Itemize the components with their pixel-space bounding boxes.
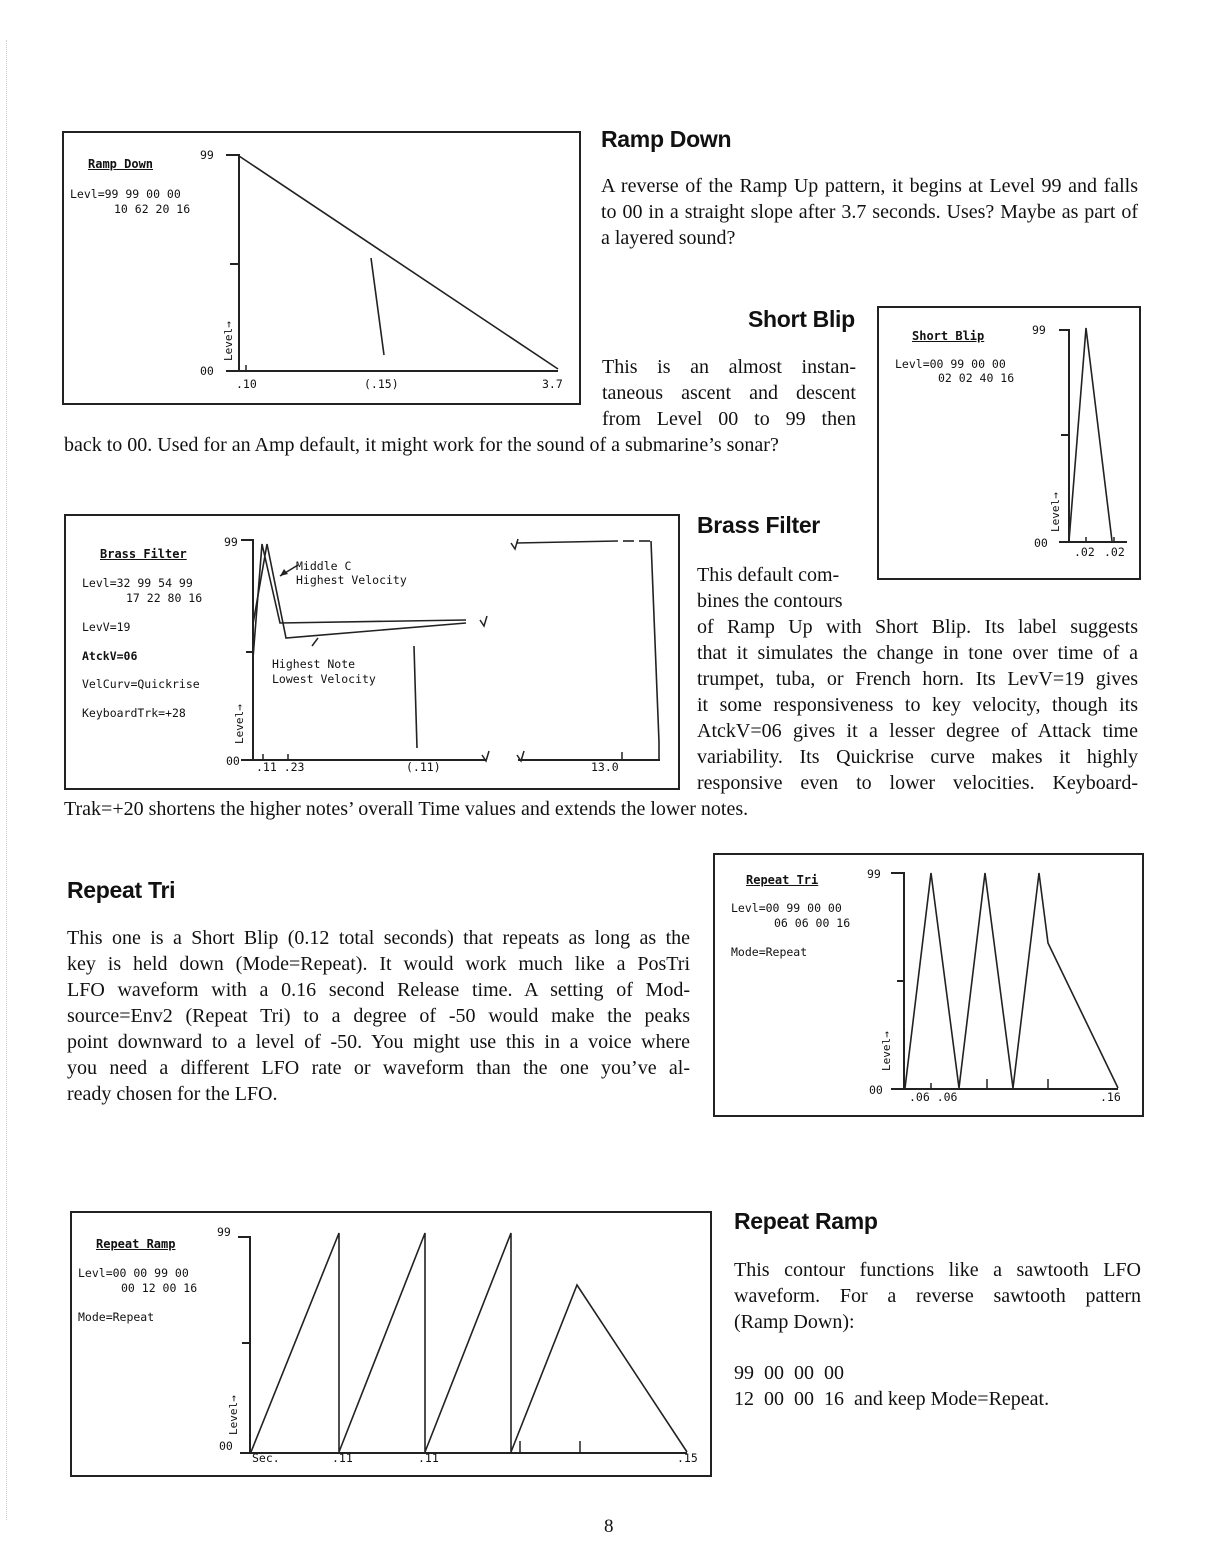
short-blip-figure	[877, 306, 1141, 580]
brass-filter-line-6: it some responsiveness to key velocity, though its	[697, 694, 1138, 716]
figure-title: Short Blip	[912, 329, 985, 343]
repeat-tri-plot	[715, 855, 1142, 1115]
arrow-icon: →	[233, 704, 246, 711]
x-tick-3: 13.0	[591, 760, 619, 774]
mode-line: Mode=Repeat	[78, 1310, 155, 1324]
level-axis-label: Level→	[1049, 492, 1062, 532]
repeat-ramp-values-1: 99 00 00 00	[734, 1362, 844, 1384]
levl-line-1: Levl=32 99 54 99	[82, 576, 193, 590]
mode-line: Mode=Repeat	[731, 945, 808, 959]
repeat-ramp-figure	[70, 1211, 712, 1477]
x-tick-3: 3.7	[542, 377, 563, 391]
repeat-ramp-values-2: 12 00 00 16 and keep Mode=Repeat.	[734, 1388, 1050, 1410]
repeat-tri-line-6: you need a different LFO rate or waveform than the one you’ve al-	[67, 1057, 690, 1079]
ramp-down-heading: Ramp Down	[601, 126, 732, 152]
x-tick-2: (.11)	[406, 760, 441, 774]
x-tick-4: .15	[677, 1451, 698, 1465]
repeat-ramp-heading: Repeat Ramp	[734, 1208, 878, 1234]
annotation-highest-velocity: Highest Velocity	[296, 573, 407, 587]
ramp-down-plot	[64, 133, 579, 403]
velcurv-line: VelCurv=Quickrise	[82, 677, 200, 691]
y-top-label: 99	[224, 535, 238, 549]
level-axis-label: Level→	[880, 1031, 893, 1071]
x-tick-1: .10	[236, 377, 257, 391]
levl-line-1: Levl=00 99 00 00	[895, 357, 1006, 371]
levv-line: LevV=19	[82, 620, 131, 634]
repeat-tri-figure	[713, 853, 1144, 1117]
y-bottom-label: 00	[1034, 536, 1048, 550]
y-bottom-label: 00	[200, 364, 214, 378]
level-axis-label: Level→	[227, 1395, 240, 1435]
y-bottom-label: 00	[869, 1083, 883, 1097]
brass-filter-line-8: variability. Its Quickrise curve makes it highly	[697, 746, 1138, 768]
brass-filter-figure	[64, 514, 680, 790]
repeat-tri-line-1: This one is a Short Blip (0.12 total seconds) that repeats as long as the	[67, 927, 690, 949]
brass-filter-heading: Brass Filter	[697, 512, 820, 538]
annotation-middle-c: Middle C	[296, 559, 352, 573]
y-top-label: 99	[1032, 323, 1046, 337]
short-blip-line-3: from Level 00 to 99 then	[602, 408, 856, 430]
arrow-icon: →	[222, 321, 235, 328]
x-tick-1: .11 .23	[256, 760, 305, 774]
levl-line-2: 02 02 40 16	[938, 371, 1015, 385]
annotation-lowest-velocity: Lowest Velocity	[272, 672, 376, 686]
brass-filter-tail: Trak=+20 shortens the higher notes’ overall Time values and extends the lower notes.	[64, 798, 749, 820]
brass-filter-line-2: bines the contours	[697, 590, 843, 612]
repeat-ramp-plot	[72, 1213, 710, 1475]
levl-line-2: 06 06 00 16	[774, 916, 851, 930]
short-blip-heading: Short Blip	[748, 306, 855, 332]
arrow-icon: →	[880, 1031, 893, 1038]
figure-title: Ramp Down	[88, 157, 154, 171]
brass-filter-line-5: trumpet, tuba, or French horn. Its LevV=19 gives	[697, 668, 1138, 690]
repeat-ramp-line-2: waveform. For a reverse sawtooth pattern	[734, 1285, 1141, 1307]
repeat-tri-line-3: LFO waveform with a 0.16 second Release time. A setting of Mod-	[67, 979, 690, 1001]
y-bottom-label: 00	[219, 1439, 233, 1453]
level-axis-label: Level→	[222, 321, 235, 361]
repeat-ramp-line-1: This contour functions like a sawtooth LFO	[734, 1259, 1141, 1281]
x-tick-2: .11	[332, 1451, 353, 1465]
y-bottom-label: 00	[226, 754, 240, 768]
short-blip-plot	[879, 308, 1139, 578]
ramp-down-figure	[62, 131, 581, 405]
short-blip-line-1: This is an almost instan-	[602, 356, 856, 378]
repeat-tri-line-4: source=Env2 (Repeat Tri) to a degree of -50 would make the peaks	[67, 1005, 690, 1027]
repeat-tri-heading: Repeat Tri	[67, 877, 176, 903]
x-tick-2: .16	[1100, 1090, 1121, 1104]
x-tick-2: (.15)	[364, 377, 399, 391]
brass-filter-line-7: AtckV=06 gives it a lesser degree of Attack time	[697, 720, 1138, 742]
ramp-down-paragraph: A reverse of the Ramp Up pattern, it begins at Level 99 and falls to 00 in a straight slope after 3.7 seconds. Uses? Maybe as part of a layered sound?	[601, 175, 1138, 249]
kbtrk-line: KeyboardTrk=+28	[82, 706, 186, 720]
repeat-tri-line-5: point downward to a level of -50. You might use this in a voice where	[67, 1031, 690, 1053]
x-tick-1: .06 .06	[909, 1090, 958, 1104]
short-blip-line-2: taneous ascent and descent	[602, 382, 856, 404]
page-number: 8	[604, 1516, 614, 1537]
y-top-label: 99	[200, 148, 214, 162]
annotation-highest-note: Highest Note	[272, 657, 356, 671]
levl-line-1: Levl=00 00 99 00	[78, 1266, 189, 1280]
figure-title: Brass Filter	[100, 547, 187, 561]
arrow-icon: →	[227, 1395, 240, 1402]
levl-line-1: Levl=99 99 00 00	[70, 187, 181, 201]
arrow-icon: →	[1049, 492, 1062, 499]
y-top-label: 99	[217, 1225, 231, 1239]
x-tick-3: .11	[418, 1451, 439, 1465]
levl-line-1: Levl=00 99 00 00	[731, 901, 842, 915]
x-tick-1: .02	[1074, 545, 1095, 559]
levl-line-2: 17 22 80 16	[126, 591, 203, 605]
repeat-tri-line-2: key is held down (Mode=Repeat). It would work much like a PosTri	[67, 953, 690, 975]
x-tick-1: Sec.	[252, 1451, 280, 1465]
repeat-tri-line-7: ready chosen for the LFO.	[67, 1083, 278, 1105]
short-blip-tail: back to 00. Used for an Amp default, it might work for the sound of a submarine’s sonar?	[64, 434, 779, 456]
scan-margin	[6, 40, 9, 1520]
brass-filter-line-9: responsive even to lower velocities. Keyboard-	[697, 772, 1138, 794]
repeat-ramp-line-3: (Ramp Down):	[734, 1311, 855, 1333]
figure-title: Repeat Tri	[746, 873, 819, 887]
x-tick-2: .02	[1104, 545, 1125, 559]
brass-filter-line-4: that it simulates the change in tone over time of a	[697, 642, 1138, 664]
brass-filter-line-3: of Ramp Up with Short Blip. Its label suggests	[697, 616, 1138, 638]
y-top-label: 99	[867, 867, 881, 881]
brass-filter-line-1: This default com-	[697, 564, 840, 586]
levl-line-2: 10 62 20 16	[114, 202, 191, 216]
level-axis-label: Level→	[233, 704, 246, 744]
figure-title: Repeat Ramp	[96, 1237, 176, 1251]
atckv-line: AtckV=06	[82, 649, 138, 663]
levl-line-2: 00 12 00 16	[121, 1281, 198, 1295]
